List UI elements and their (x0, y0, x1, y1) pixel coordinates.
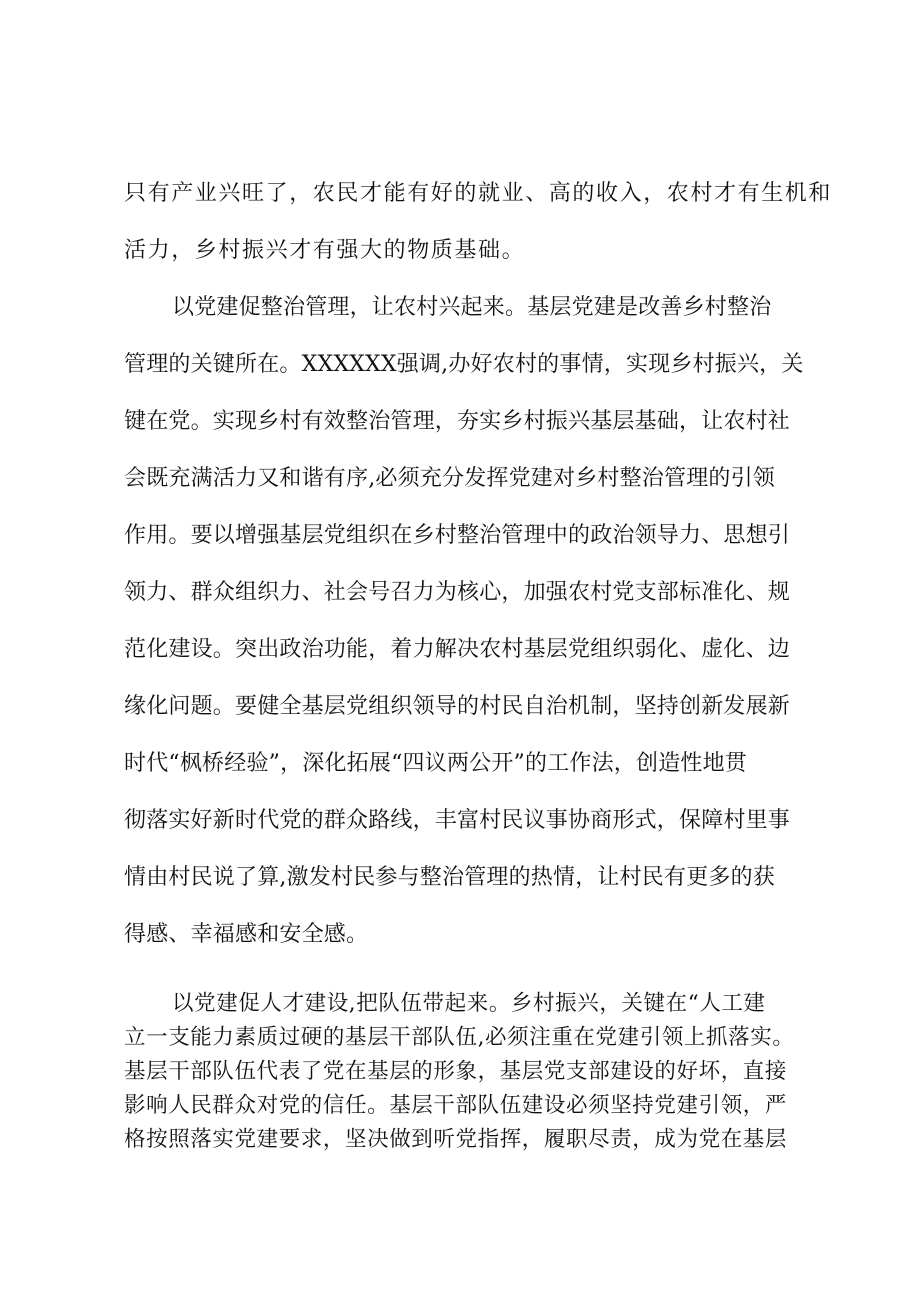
paragraph-line: 范化建设。突出政治功能，着力解决农村基层党组织弱化、虚化、边 (124, 637, 791, 662)
paragraph-line: 管理的关键所在。XXXXXX强调,办好农村的事情，实现乡村振兴，关 (124, 352, 804, 377)
paragraph-line: 影响人民群众对党的信任。基层干部队伍建设必须坚持党建引领，严 (124, 1093, 788, 1118)
paragraph-line: 彻落实好新时代党的群众路线，丰富村民议事协商形式，保障村里事 (124, 808, 791, 833)
paragraph-line: 情由村民说了算,激发村民参与整治管理的热情，让村民有更多的获 (124, 865, 775, 890)
paragraph-line: 以党建促人才建设,把队伍带起来。乡村振兴，关键在“人工建 (172, 991, 766, 1016)
paragraph-line: 时代“枫桥经验”，深化拓展“四议两公开”的工作法，创造性地贯 (124, 751, 747, 776)
paragraph-line: 作用。要以增强基层党组织在乡村整治管理中的政治领导力、思想引 (124, 523, 791, 548)
paragraph-line: 活力，乡村振兴才有强大的物质基础。 (124, 238, 526, 263)
paragraph-line: 只有产业兴旺了，农民才能有好的就业、高的收入，农村才有生机和 (124, 181, 833, 206)
paragraph-line: 以党建促整治管理，让农村兴起来。基层党建是改善乡村整治 (172, 295, 772, 320)
paragraph-line: 格按照落实党建要求，坚决做到听党指挥，履职尽责，成为党在基层 (124, 1127, 788, 1152)
paragraph-line: 缘化问题。要健全基层党组织领导的村民自治机制，坚持创新发展新 (124, 694, 791, 719)
paragraph-line: 键在党。实现乡村有效整治管理，夯实乡村振兴基层基础，让农村社 (124, 409, 791, 434)
paragraph-line: 得感、幸福感和安全感。 (124, 922, 369, 947)
paragraph-line: 立一支能力素质过硬的基层干部队伍,必须注重在党建引领上抓落实。 (124, 1025, 795, 1050)
paragraph-line: 会既充满活力又和谐有序,必须充分发挥党建对乡村整治管理的引领 (124, 466, 775, 491)
paragraph-line: 基层干部队伍代表了党在基层的形象，基层党支部建设的好坏，直接 (124, 1059, 788, 1084)
paragraph-line: 领力、群众组织力、社会号召力为核心，加强农村党支部标准化、规 (124, 580, 791, 605)
